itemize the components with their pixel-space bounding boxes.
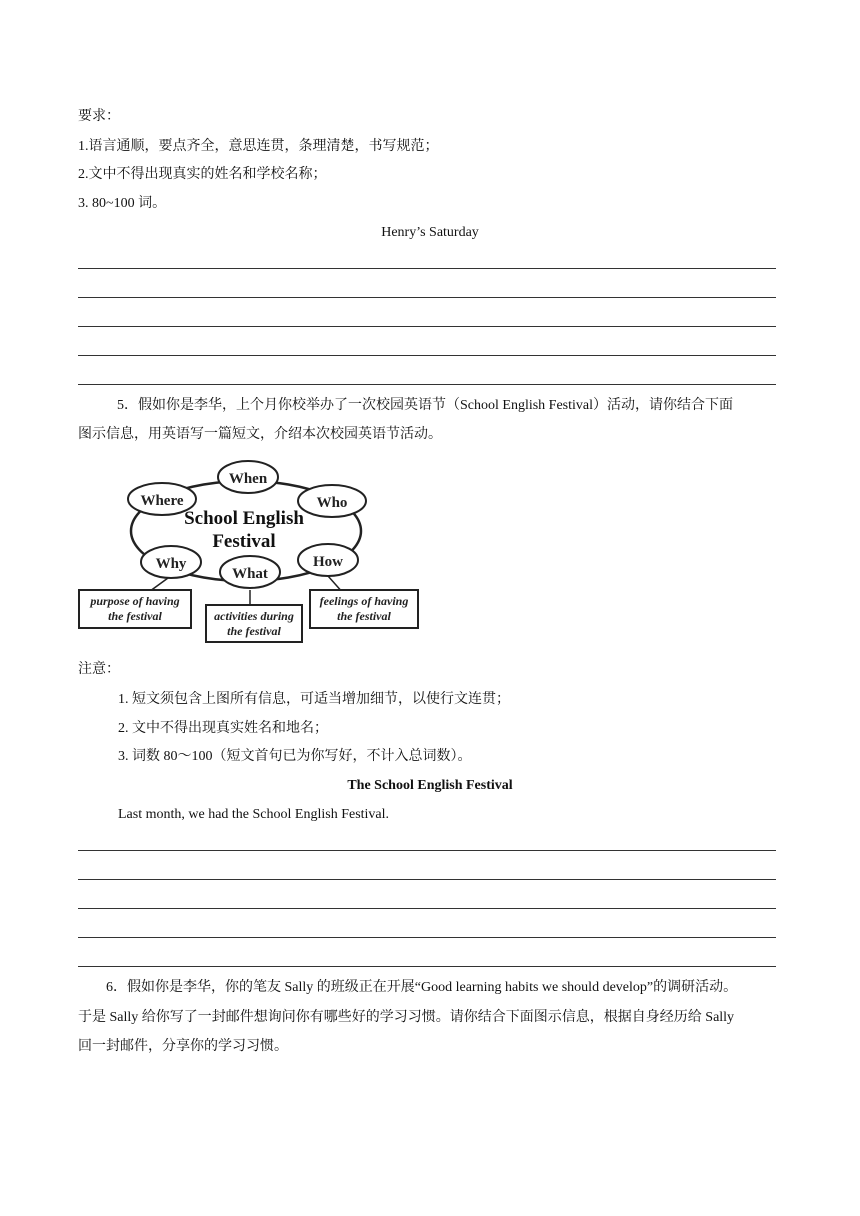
requirement-item: 2.文中不得出现真实的姓名和学校名称；	[78, 167, 327, 182]
bubble-what	[220, 556, 280, 588]
answer-line[interactable]	[78, 326, 776, 327]
box-purpose	[79, 590, 191, 628]
school-english-festival-diagram	[76, 456, 422, 646]
bubble-what-label: What	[232, 566, 268, 582]
requirement-item: 1.语言通顺，要点齐全，意思连贯，条理清楚，书写规范；	[78, 139, 439, 154]
svg-text:the festival: the festival	[227, 624, 281, 638]
note-item: 3. 词数 80～100（短文首句已为你写好，不计入总词数）。	[118, 749, 472, 764]
question-6-prompt: 6．假如你是李华，你的笔友 Sally 的班级正在开展“Good learning habits we should develop”的调研活动。	[106, 980, 738, 995]
note-item: 2. 文中不得出现真实姓名和地名；	[118, 721, 328, 736]
bubble-when-label: When	[228, 471, 268, 487]
bubble-how-label: How	[313, 554, 343, 570]
svg-text:purpose of having: purpose of having	[90, 594, 180, 608]
bubble-how	[298, 544, 358, 576]
requirement-item: 3. 80~100 词。	[78, 196, 167, 211]
box-activities	[206, 605, 302, 642]
box-feelings	[310, 590, 418, 628]
note-item: 1. 短文须包含上图所有信息，可适当增加细节，以使行文连贯；	[118, 692, 510, 707]
requirements-title: 要求：	[78, 109, 120, 124]
answer-line[interactable]	[78, 908, 776, 909]
answer-line[interactable]	[78, 850, 776, 851]
answer-line[interactable]	[78, 297, 776, 298]
answer-line[interactable]	[78, 355, 776, 356]
bubble-why-label: Why	[155, 556, 187, 572]
svg-text:activities during: activities during	[214, 609, 294, 623]
answer-line[interactable]	[78, 937, 776, 938]
answer-line[interactable]	[78, 879, 776, 880]
bubble-where-label: Where	[140, 493, 184, 509]
answer-line[interactable]	[78, 268, 776, 269]
svg-text:the festival: the festival	[337, 609, 391, 623]
diagram-center-line1: School English	[184, 508, 304, 529]
essay-first-sentence: Last month, we had the School English Festival.	[118, 807, 390, 822]
bubble-when	[218, 461, 278, 493]
question-5-prompt-cont: 图示信息，用英语写一篇短文，介绍本次校园英语节活动。	[78, 427, 442, 442]
question-6-prompt-cont: 回一封邮件，分享你的学习习惯。	[78, 1039, 288, 1054]
svg-text:the festival: the festival	[108, 609, 162, 623]
question-5-prompt: 5．假如你是李华，上个月你校举办了一次校园英语节（School English Festival）活动，请你结合下面	[117, 398, 733, 413]
question-6-prompt-cont: 于是 Sally 给你写了一封邮件想询问你有哪些好的学习习惯。请你结合下面图示信息，根据自身经历给 Sally	[78, 1010, 735, 1025]
answer-line[interactable]	[78, 966, 776, 967]
essay-title-henry: Henry’s Saturday	[381, 225, 479, 240]
bubble-who-label: Who	[316, 495, 348, 511]
notes-title: 注意：	[78, 662, 120, 677]
svg-text:feelings of having: feelings of having	[319, 594, 409, 608]
answer-line[interactable]	[78, 384, 776, 385]
diagram-center-line2: Festival	[212, 531, 276, 552]
bubble-who	[298, 485, 366, 517]
bubble-why	[141, 546, 201, 578]
essay-title-festival: The School English Festival	[347, 778, 513, 793]
